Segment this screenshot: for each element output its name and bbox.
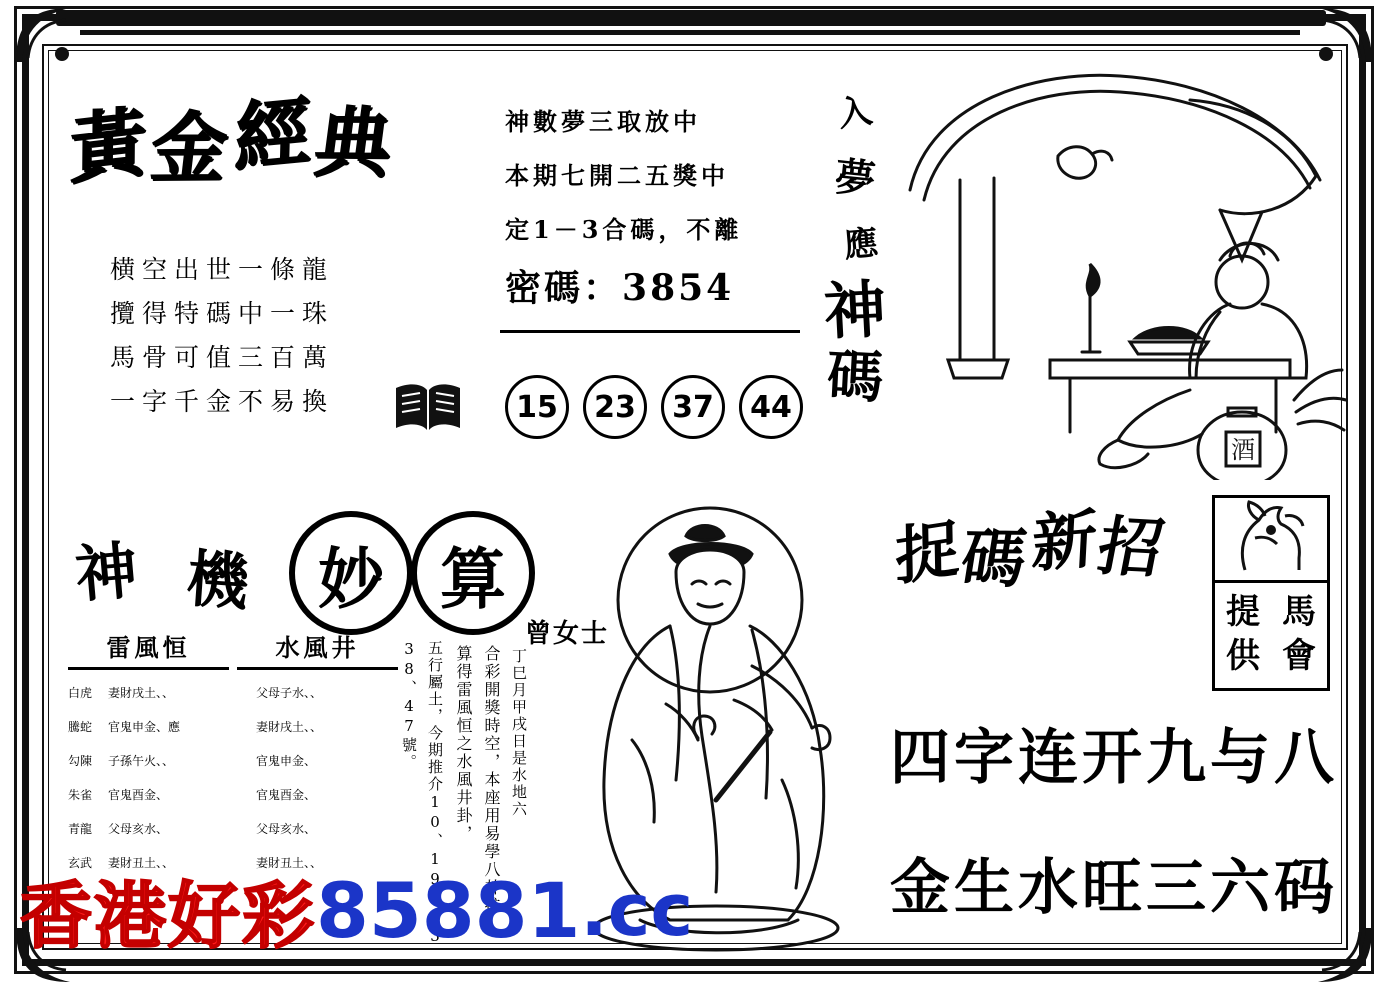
lucky-ball: 37 <box>661 375 725 439</box>
table-row <box>68 812 398 846</box>
site-watermark <box>20 865 900 958</box>
logo-col-right <box>1282 590 1316 678</box>
brush2-char-4: 招 <box>1091 508 1174 588</box>
row-col1: 官鬼申金、應 <box>108 720 181 734</box>
row-col1: 妻財丑土、、 <box>108 856 175 870</box>
corner-ornament-top-left <box>12 4 74 66</box>
center-headline-line-2: 本期七開二五獎中 <box>505 161 729 190</box>
secret-code-value: 3854 <box>622 267 735 309</box>
hexagram-rows <box>68 676 398 880</box>
row-label: 勾陳 <box>68 754 93 768</box>
logo-col-left <box>1226 590 1260 678</box>
jockey-club-text <box>1215 583 1327 685</box>
brush2-char-3: 新 <box>1029 501 1103 583</box>
logo-char-gong: 供 <box>1226 636 1260 676</box>
row-col1: 父母亥水、 <box>108 822 169 836</box>
row-label: 白虎 <box>68 686 93 700</box>
row-label: 朱雀 <box>68 788 93 802</box>
lucky-ball: 15 <box>505 375 569 439</box>
vertical-note-a: 38、47號。 <box>400 640 418 771</box>
callig-char-2: 夢 <box>832 153 878 204</box>
hexagram-header-2: 水風井 <box>237 628 398 670</box>
poem-block <box>110 248 380 424</box>
title-char-3: 經 <box>232 85 318 183</box>
logo-char-ti: 提 <box>1226 592 1260 632</box>
row-col2: 妻財戌土、、 <box>256 720 323 734</box>
corner-ornament-bottom-right <box>1314 924 1376 986</box>
row-label: 玄武 <box>68 856 93 870</box>
divination-char-shen: 神 <box>72 533 141 612</box>
author-name: 曾女士 <box>525 619 610 649</box>
row-col2: 官鬼酉金、 <box>256 788 317 802</box>
row-col2: 父母子水、、 <box>256 686 323 700</box>
secret-code-label: 密碼： <box>505 267 623 309</box>
vertical-note-c: 算得雷風恒之水風井卦， <box>454 645 473 843</box>
row-label: 騰蛇 <box>68 720 93 734</box>
poem-line-3: 馬骨可值三百萬 <box>110 343 335 372</box>
slogan-line-2: 金生水旺三六码 <box>890 853 1338 923</box>
row-col2: 妻財丑土、、 <box>256 856 323 870</box>
callig-char-5: 碼 <box>825 342 885 412</box>
callig-char-3: 應 <box>842 223 880 266</box>
center-headline-line-3: 定1－3合碼，不離 <box>505 215 743 244</box>
poem-line-2: 攬得特碼中一珠 <box>110 299 335 328</box>
hexagram-header-1: 雷風恒 <box>68 628 229 670</box>
poem-line-1: 横空出世一條龍 <box>110 255 335 284</box>
lucky-number-balls <box>505 375 803 439</box>
vertical-note-e: 丁巳月甲戌日是水地六 <box>510 648 528 818</box>
row-col1: 子孫午火、、 <box>108 754 175 768</box>
top-bar-line <box>80 30 1300 35</box>
row-col1: 妻財戌土、、 <box>108 686 175 700</box>
table-row <box>68 710 398 744</box>
logo-char-hui: 會 <box>1282 636 1316 676</box>
divination-char-miao: 妙 <box>289 511 413 635</box>
table-row <box>68 744 398 778</box>
svg-text:酒: 酒 <box>1231 436 1255 464</box>
vertical-note-b: 五行屬土，今期推介10、19、23 <box>426 640 444 947</box>
divination-char-suan: 算 <box>411 511 535 635</box>
center-headline-line-1: 神數夢三取放中 <box>505 107 701 136</box>
watermark-number: 85881 <box>316 865 581 955</box>
table-row <box>68 676 398 710</box>
watermark-brand: 香港好彩 <box>20 873 317 958</box>
vertical-calligraphy <box>820 80 890 410</box>
title-char-4: 典 <box>309 97 403 188</box>
row-col1: 官鬼酉金、 <box>108 788 169 802</box>
divider-line <box>500 330 800 333</box>
corner-ornament-top-right <box>1314 4 1376 66</box>
table-row <box>68 778 398 812</box>
open-book-icon <box>392 378 464 434</box>
lucky-ball: 23 <box>583 375 647 439</box>
center-headline <box>505 95 805 257</box>
row-col2: 官鬼申金、 <box>256 754 317 768</box>
logo-char-ma: 馬 <box>1282 592 1316 632</box>
secret-code <box>505 260 734 311</box>
callig-char-4: 神 <box>822 272 888 349</box>
slogan-line-1: 四字连开九与八 <box>890 723 1338 793</box>
brush2-char-2: 碼 <box>955 521 1036 598</box>
hexagram-table <box>68 628 398 880</box>
watermark-tld: .cc <box>580 868 694 952</box>
hexagram-table-header <box>68 628 398 670</box>
page-title <box>64 70 455 206</box>
callig-char-1: 入 <box>835 90 875 136</box>
horse-head-icon <box>1215 498 1327 583</box>
scholar-illustration <box>890 60 1350 480</box>
lucky-ball: 44 <box>739 375 803 439</box>
jockey-club-logo <box>1212 495 1330 691</box>
vertical-note-d: 合彩開獎時空，本座用易學八卦推 <box>482 645 501 915</box>
poem-line-4: 一字千金不易換 <box>110 387 335 416</box>
brush2-char-1: 捉 <box>894 510 965 596</box>
row-col2: 父母亥水、 <box>256 822 317 836</box>
title-char-1: 黃 <box>69 96 153 194</box>
top-bar-decoration <box>56 10 1326 26</box>
row-label: 青龍 <box>68 822 93 836</box>
title-char-2: 金 <box>145 102 238 193</box>
divination-char-ji: 機 <box>184 541 252 620</box>
brush-slogan-catch-code <box>889 487 1211 623</box>
